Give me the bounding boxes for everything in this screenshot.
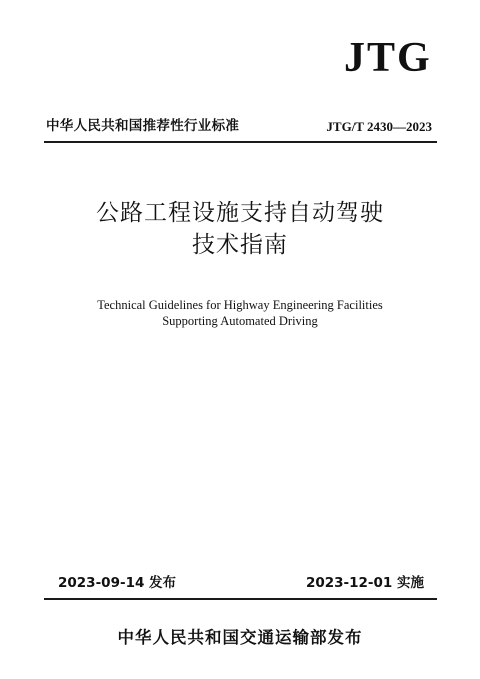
effective-date: 2023-12-01 实施 (305, 575, 424, 591)
title-english-line-2: Supporting Automated Driving (162, 314, 318, 328)
top-divider (44, 141, 437, 143)
standard-number: JTG/T 2430—2023 (326, 119, 432, 134)
title-english-line-1: Technical Guidelines for Highway Engineering Facilities (97, 298, 383, 312)
title-chinese-line-2: 技术指南 (192, 232, 288, 258)
publisher: 中华人民共和国交通运输部发布 (117, 628, 363, 647)
issue-date: 2023-09-14 发布 (58, 575, 177, 591)
bottom-divider (44, 598, 437, 600)
jtg-logo: JTG (344, 35, 432, 81)
standard-category: 中华人民共和国推荐性行业标准 (46, 118, 240, 134)
title-chinese-line-1: 公路工程设施支持自动驾驶 (96, 200, 384, 226)
